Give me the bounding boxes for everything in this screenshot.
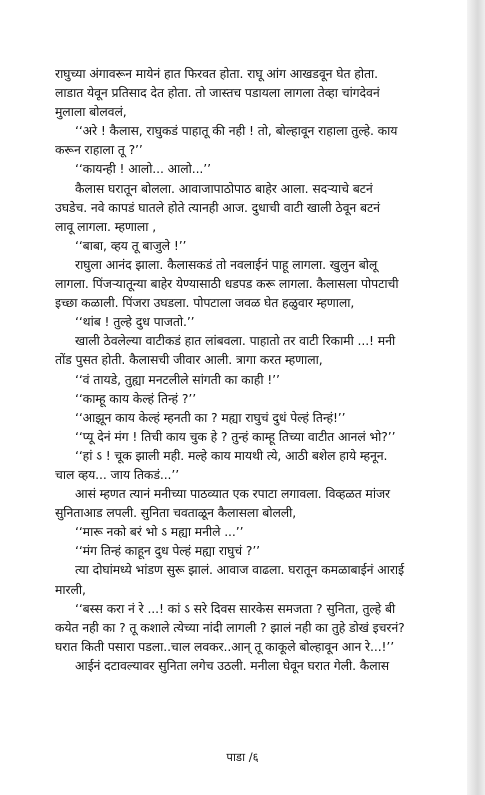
page-text bbox=[55, 64, 465, 675]
text-line: चाल व्हय... जाय तिकडं...’’ bbox=[55, 466, 180, 482]
text-line: ‘‘मंग तिन्हं काहून दुध पेल्हं मह्या राघुचं ?’’ bbox=[75, 543, 261, 559]
text-line: लाडात येवून प्रतिसाद देत होता. तो जास्तच पडायला लागला तेव्हा चांगदेवनं bbox=[55, 85, 380, 101]
text-line: मारली, bbox=[55, 581, 86, 597]
text-line: ‘‘कायन्ही ! आलो... आलो...’’ bbox=[75, 161, 211, 177]
page-edge-shadow bbox=[467, 0, 485, 795]
text-line: ‘‘हां ऽ ! चूक झाली मही. मल्हे काय मायथी त्ये, आठी बशेल हाये म्हनून. bbox=[75, 447, 388, 463]
text-line: ‘‘थांब ! तुल्हे दुध पाजतो.’’ bbox=[75, 314, 195, 330]
text-line: घरात किती पसारा पडला..चाल लवकर..आन् तू काकूले बोल्हावून आन रे...!’’ bbox=[55, 638, 395, 654]
text-line: सुनिताआड लपली. सुनिता चवताळून कैलासला बोलली, bbox=[55, 505, 297, 521]
text-line: तोंड पुसत होती. कैलासची जीवार आली. त्रागा करत म्हणाला, bbox=[55, 352, 323, 368]
text-line: राघुला आनंद झाला. कैलासकडं तो नवलाईनं पाहू लागला. खुलुन बोलू bbox=[75, 256, 378, 272]
text-line: ‘‘काम्हू काय केल्हं तिन्हं ?’’ bbox=[75, 390, 197, 406]
page-footer: पाडा /६ bbox=[226, 750, 259, 764]
text-line: इच्छा कळाली. पिंजरा उघडला. पोपटाला जवळ घेत हळुवार म्हणाला, bbox=[55, 295, 355, 311]
text-line: ‘‘प्यू देनं मंग ! तिची काय चुक हे ? तुन्हं काम्हू तिच्या वाटीत आनलं भो?’’ bbox=[75, 428, 396, 444]
text-line: उघडेच. नवे कापडं घातले होते त्यानही आज. दुधाची वाटी खाली ठेवून बटनं bbox=[55, 199, 380, 215]
text-line: ‘‘वं तायडे, तुह्या मनटलीले सांगती का काही !’’ bbox=[75, 371, 280, 387]
text-line: कैलास घरातून बोलला. आवाजापाठोपाठ बाहेर आला. सदऱ्याचे बटनं bbox=[75, 180, 373, 196]
text-line: लावू लागला. म्हणाला , bbox=[55, 218, 157, 234]
text-line: ‘‘मारू नको बरं भो ऽ मह्या मनीले ...’’ bbox=[75, 524, 244, 540]
text-line: ‘‘बस्स करा नं रे ...! कां ऽ सरे दिवस सारकेस समजता ? सुनिता, तुल्हे बी bbox=[75, 600, 396, 616]
text-line: खाली ठेवलेल्या वाटीकडं हात लांबवला. पाहातो तर वाटी रिकामी ...! मनी bbox=[75, 333, 396, 349]
text-line: आसं म्हणत त्यानं मनीच्या पाठव्यात एक रपाटा लगावला. विव्हळत मांजर bbox=[75, 486, 391, 502]
text-line: मुलाला बोलवलं, bbox=[55, 104, 127, 120]
text-line: आईनं दटावल्यावर सुनिता लगेच उठली. मनीला घेवून घरात गेली. कैलास bbox=[75, 657, 390, 673]
text-line: ‘‘अरे ! कैलास, राघुकडं पाहातू की नही ! तो, बोल्हावून राहाला तुल्हे. काय bbox=[75, 123, 398, 139]
text-line: कयेत नही का ? तू कशाले त्येच्या नांदी लागली ? झालं नही का तुहे डोखं इचरनं? bbox=[55, 619, 405, 635]
text-line: ‘‘बाबा, व्हय तू बाजुले !’’ bbox=[75, 237, 187, 253]
text-line: ‘‘आझून काय केल्हं म्हनती का ? मह्या राघुचं दुधं पेल्हं तिन्हं!’’ bbox=[75, 409, 346, 425]
text-line: राघुच्या अंगावरून मायेनं हात फिरवत होता. राघू आंग आखडवून घेत होता. bbox=[55, 66, 378, 81]
text-line: करून राहाला तू ?’’ bbox=[55, 142, 143, 158]
text-line: त्या दोघांमध्ये भांडण सुरू झालं. आवाज वाढला. घरातून कमळाबाईनं आराई bbox=[75, 562, 404, 578]
text-line: लागला. पिंजऱ्यातून्या बाहेर येण्यासाठी धडपड करू लागला. कैलासला पोपटाची bbox=[55, 276, 399, 292]
